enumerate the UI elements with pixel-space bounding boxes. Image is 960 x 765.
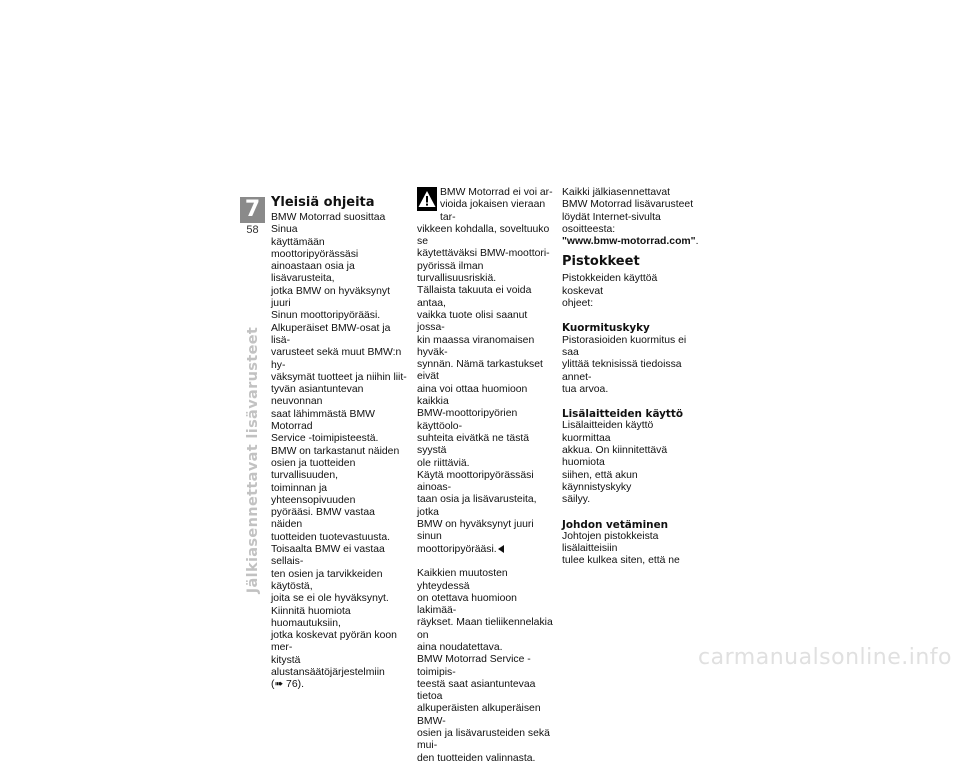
chapter-number: 7 xyxy=(240,197,265,223)
warning-triangle-icon xyxy=(417,187,437,211)
paragraph: Alkuperäiset BMW-osat ja lisä- varusteet sekä muut BMW:n hy- väksymät tuotteet ja niihin liit- tyvän asiantuntevan neuvonnan saat lähimmästä BMW Motorrad Service -toimipisteestä. xyxy=(271,322,407,445)
warning-text-last xyxy=(417,470,555,556)
paragraph: BMW Motorrad Service -toimipis- teestä saat asiantuntevaa tietoa alkuperäisten alkuperäisen BMW- osien ja lisävarusteiden sekä mui- den tuotteiden valinnasta. xyxy=(417,654,550,764)
column-1 xyxy=(271,212,409,692)
paragraph: Pistorasioiden kuormitus ei saa ylittää teknisissä tiedoissa annet- tua arvoa. xyxy=(562,334,687,395)
section-title-sockets: Pistokkeet xyxy=(562,254,640,270)
paragraph: Lisälaitteiden käyttö kuormittaa akkua. On kiinnitettävä huomiota siihen, että akun käynnistyskyky säilyy. xyxy=(562,420,668,506)
warning-text-start: BMW Motorrad ei voi ar- vioida jokaisen vieraan tar- xyxy=(440,187,553,223)
website-url: "www.bmw-motorrad.com" xyxy=(562,236,696,248)
warning-text: vikkeen kohdalla, soveltuuko se käytettäväksi BMW-moottori- pyörissä ilman turvallisuusriskiä. Tällaista takuuta ei voida antaa, vaikka tuote olisi saanut jossa- kin maassa viranomaisen hyväk- synnän. Nämä tarkastukset eivät aina voi ottaa huomioon kaikkia BMW-moottoripyörien käyttöolo- suhteita eivätkä ne tästä syystä ole riittäviä. xyxy=(417,223,550,469)
url-suffix: . xyxy=(695,236,699,248)
warning-block xyxy=(417,187,555,556)
paragraph: Kiinnitä huomiota huomautuksiin, jotka koskevat pyörän koon mer- kitystä alustansäätöjärjestelmiin (➠ 76). xyxy=(271,605,397,691)
warning-text-last-body: Käytä moottoripyörässäsi ainoas- taan osia ja lisävarusteita, jotka BMW on hyväksynyt juuri sinun moottoripyörääsi. xyxy=(417,469,537,555)
page-number: 58 xyxy=(246,224,259,236)
paragraph: Kaikki jälkiasennettavat BMW Motorrad lisävarusteet löydät Internet-sivulta osoitteesta: xyxy=(562,187,694,235)
paragraph: BMW Motorrad suosittaa Sinua käyttämään moottoripyörässäsi ainoastaan osia ja lisävarusteita, jotka BMW on hyväksynyt juuri Sinun moottoripyörääsi. xyxy=(271,212,390,322)
url-line xyxy=(562,236,700,248)
subheading-cable-routing: Johdon vetäminen xyxy=(562,518,669,531)
chapter-side-title: Jälkiasennettavat lisävarusteet xyxy=(245,326,261,594)
section-title-general: Yleisiä ohjeita xyxy=(271,195,375,210)
paragraph: Toisaalta BMW ei vastaa sellais- ten osien ja tarvikkeiden käytöstä, joita se ei ole hyväksynyt. xyxy=(271,544,389,605)
column-3 xyxy=(562,187,700,568)
column-2 xyxy=(417,187,555,765)
subheading-load-capacity: Kuormituskyky xyxy=(562,322,650,335)
watermark: carmanualsonline.info xyxy=(698,645,952,670)
subheading-accessory-use: Lisälaitteiden käyttö xyxy=(562,408,684,421)
paragraph: Pistokkeiden käyttöä koskevat ohjeet: xyxy=(562,273,658,310)
paragraph: Kaikkien muutosten yhteydessä on otettava huomioon lakimää- räykset. Maan tieliikennelakia on aina noudatettava. xyxy=(417,568,553,653)
end-of-warning-icon xyxy=(498,545,504,553)
paragraph: Johtojen pistokkeista lisälaitteisiin tulee kulkea siten, että ne xyxy=(562,530,680,567)
paragraph: BMW on tarkastanut näiden osien ja tuotteiden turvallisuuden, toiminnan ja yhteensopivuuden pyörääsi. BMW vastaa näiden tuotteiden tuotevastuusta. xyxy=(271,445,400,543)
